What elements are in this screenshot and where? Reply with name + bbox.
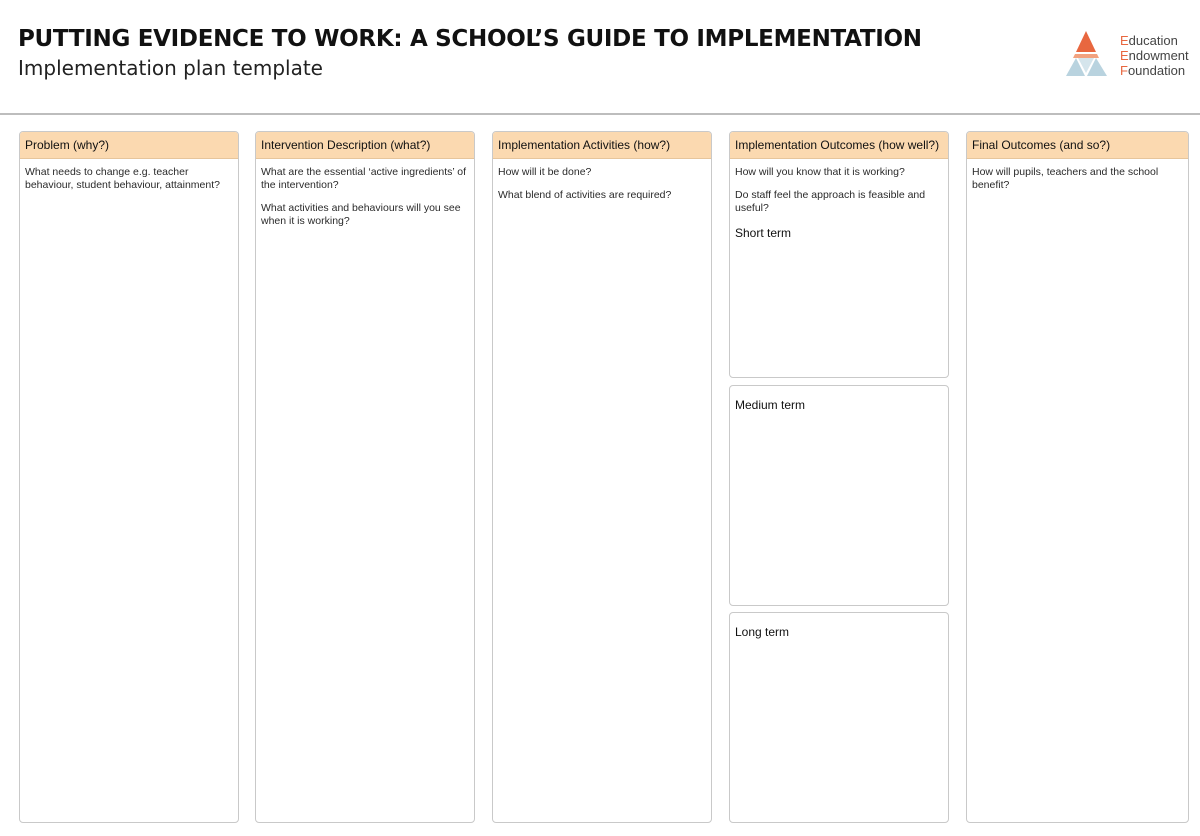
- prompt-text: How will pupils, teachers and the school benefit?: [972, 166, 1159, 191]
- logo-middle-band: [1073, 54, 1099, 58]
- prompt-text: How will you know that it is working?: [735, 166, 905, 178]
- panel-outcomes-long-term[interactable]: [729, 612, 949, 823]
- panel-problem[interactable]: [19, 131, 239, 823]
- prompt-text: What are the essential ‘active ingredients’ of the intervention?: [261, 166, 467, 191]
- logo-wordmark: [1120, 33, 1189, 78]
- page-title: PUTTING EVIDENCE TO WORK: A SCHOOL’S GUIDE TO IMPLEMENTATION: [18, 26, 922, 52]
- term-label-short: Short term: [735, 226, 792, 240]
- prompt-text: How will it be done?: [498, 166, 592, 178]
- prompt-text: What needs to change e.g. teacher behaviour, student behaviour, attainment?: [25, 166, 220, 191]
- column-heading: Implementation Activities (how?): [493, 132, 711, 159]
- term-label-long: Long term: [735, 625, 790, 639]
- column-heading: Final Outcomes (and so?): [967, 132, 1188, 159]
- eef-logo: [1064, 30, 1194, 80]
- column-heading: Problem (why?): [20, 132, 238, 159]
- panel-outcomes-medium-term[interactable]: [729, 385, 949, 606]
- panel-outcomes-short-term[interactable]: [729, 131, 949, 378]
- page-subtitle: Implementation plan template: [18, 56, 323, 80]
- term-label-medium: Medium term: [735, 398, 806, 412]
- logo-top-triangle: [1076, 31, 1096, 52]
- logo-line-endowment: Endowment: [1120, 48, 1189, 63]
- header-divider: [0, 113, 1200, 115]
- prompt-text: Do staff feel the approach is feasible and useful?: [735, 189, 926, 214]
- panel-intervention-description[interactable]: [255, 131, 475, 823]
- logo-line-foundation: Foundation: [1120, 63, 1186, 78]
- column-heading: Implementation Outcomes (how well?): [730, 132, 948, 159]
- column-heading: Intervention Description (what?): [256, 132, 474, 159]
- eef-triangle-logo-icon: [1064, 30, 1114, 78]
- panel-final-outcomes[interactable]: [966, 131, 1189, 823]
- panel-implementation-activities[interactable]: [492, 131, 712, 823]
- prompt-text: What activities and behaviours will you see when it is working?: [261, 202, 461, 227]
- page-header: [0, 0, 1200, 113]
- prompt-text: What blend of activities are required?: [498, 189, 672, 201]
- logo-line-education: Education: [1120, 33, 1178, 48]
